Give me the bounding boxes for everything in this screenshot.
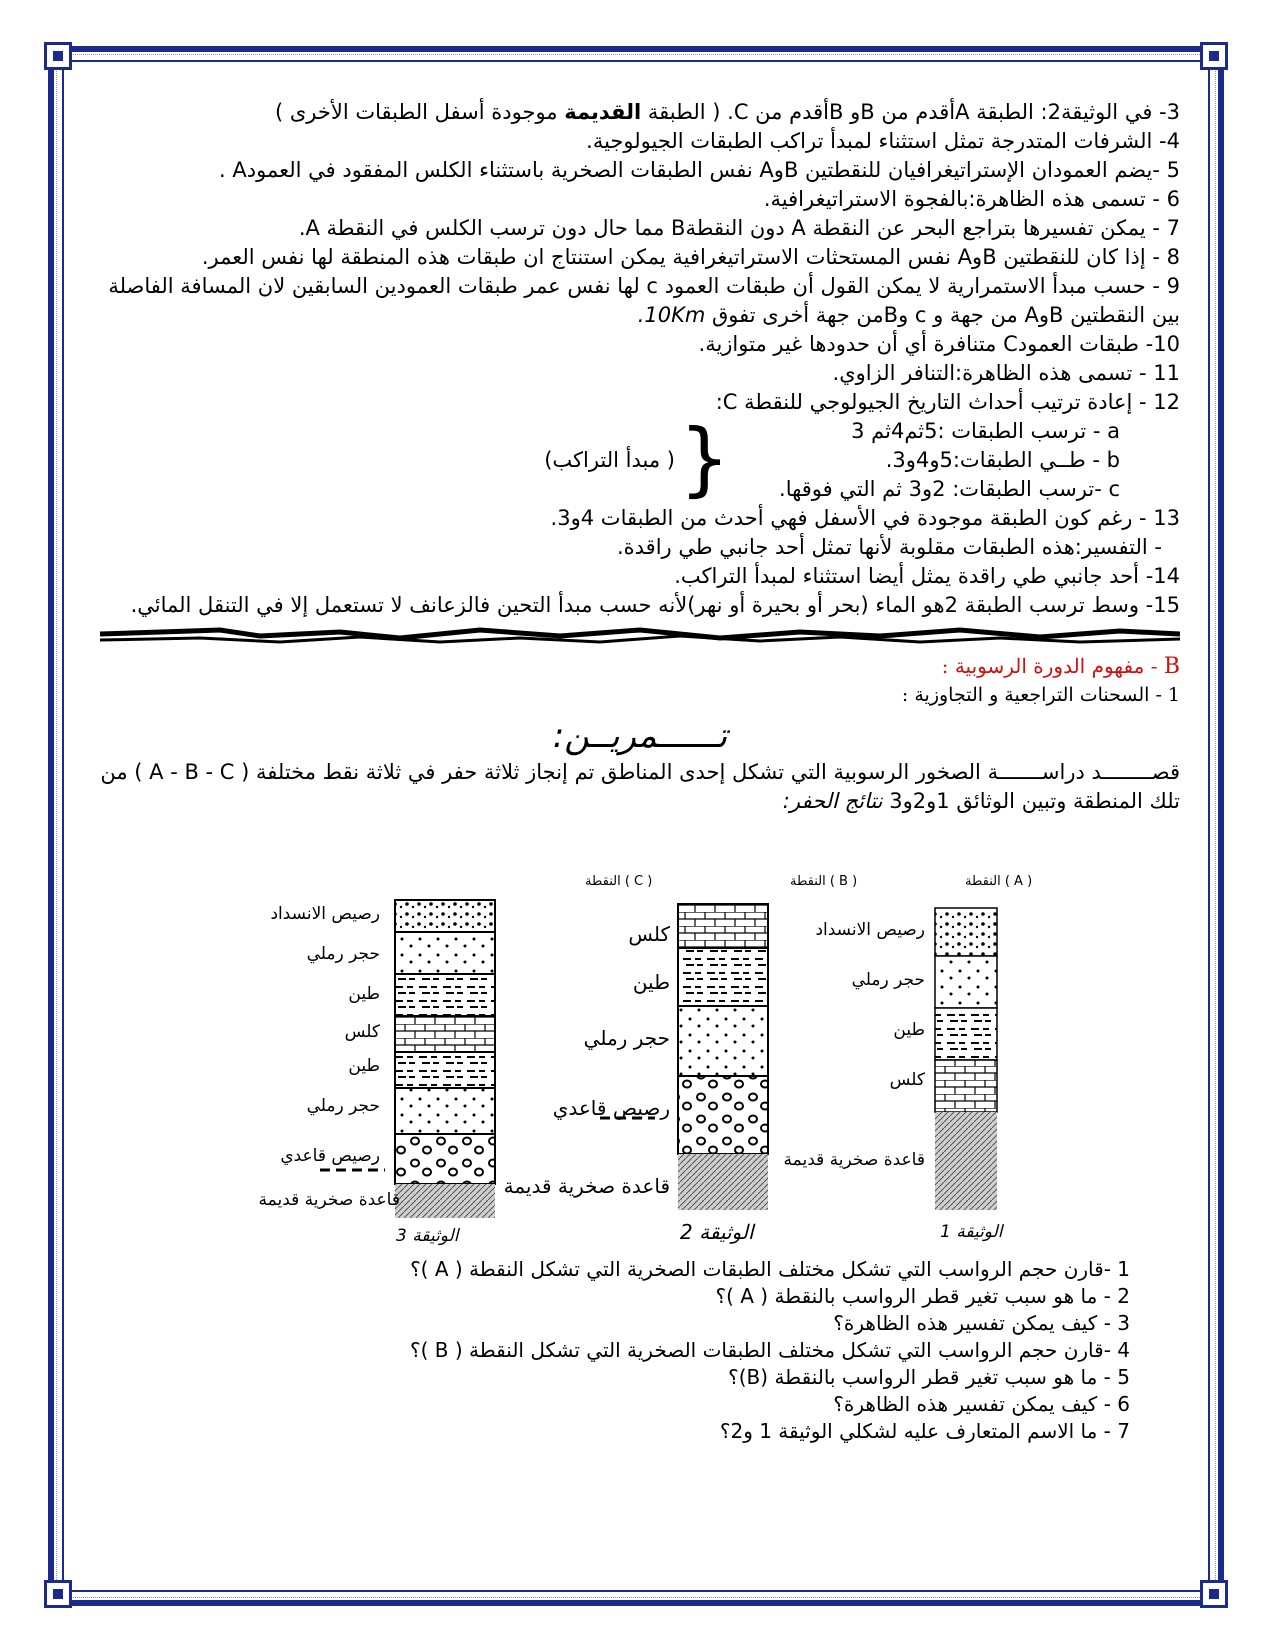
layer-sandstone (935, 956, 997, 1008)
answer-explanation: - التفسير:هذه الطبقات مقلوبة لأنها تمثل أحد جانبي طي راقدة. (616, 535, 1162, 559)
answer-line-14: 14- أحد جانبي طي راقدة يمثل أيضا استثناء لمبدأ التراكب. (674, 564, 1180, 588)
answer-text: موجودة أسفل الطبقات الأخرى ) (275, 100, 565, 124)
answer-line-12: 12 - إعادة ترتيب أحداث التاريخ الجيولوجي للنقطة C: (715, 390, 1180, 414)
layer-label: كلس (344, 1022, 380, 1042)
question-6: 6 - كيف يمكن تفسير هذه الظاهرة؟ (833, 1392, 1130, 1416)
event-c: c -ترسب الطبقات: 2و3 ثم التي فوقها. (779, 477, 1120, 501)
point-b-label: النقطة ( B ) (790, 874, 858, 889)
answer-line-13: 13 - رغم كون الطبقة موجودة في الأسفل فهي أحدث من الطبقات 4و3. (550, 506, 1180, 530)
layer-label: قاعدة صخرية قديمة (503, 1174, 670, 1198)
event-a: a - ترسب الطبقات :5ثم4ثم 3 (851, 419, 1120, 443)
curly-brace: { (679, 412, 730, 505)
frame-corner-ornament (1200, 1580, 1228, 1608)
question-7: 7 - ما الاسم المتعارف عليه لشكلي الوثيقة 1 و2؟ (719, 1419, 1130, 1443)
layer-label: طين (632, 970, 670, 994)
wavy-divider (100, 624, 1180, 646)
point-a-label: النقطة ( A ) (965, 874, 1033, 889)
layer-basal-conglomerate (395, 1134, 495, 1184)
answer-line-5: 5 -يضم العمودان الإستراتيغرافيان للنقطتين BوA نفس الطبقات الصخرية باستثناء الكلس المفقود في العمودA . (219, 158, 1180, 182)
events-list (100, 412, 1180, 505)
section-letter: B (1163, 654, 1180, 679)
layer-clay (395, 974, 495, 1016)
answer-text: 3- في الوثيقة2: الطبقة Aأقدم من Bو Bأقدم من C. ( الطبقة (641, 100, 1180, 124)
questions-list (100, 1256, 1130, 1445)
layer-label: حجر رملي (583, 1026, 670, 1050)
frame-corner-ornament (44, 1580, 72, 1608)
layer-label: حجر رملي (306, 944, 380, 964)
layer-label: طين (893, 1020, 925, 1040)
layer-clay (395, 1052, 495, 1088)
layer-old-base (678, 1154, 768, 1210)
column-doc2 (678, 904, 768, 1210)
layer-limestone (395, 1016, 495, 1052)
layer-top-scree (935, 908, 997, 956)
answers-section (100, 98, 1180, 816)
layer-label: رصيص قاعدي (280, 1146, 380, 1166)
stratigraphic-figure (200, 870, 1050, 1260)
answer-line-8: 8 - إذا كان للنقطتين BوA نفس المستحثات الاستراتيغرافية يمكن استنتاج ان طبقات هذه المنطقة لها نفس العمر. (201, 245, 1180, 269)
layer-basal-conglomerate (678, 1076, 768, 1154)
layer-old-base (395, 1184, 495, 1218)
answer-line-4: 4- الشرفات المتدرجة تمثل استثناء لمبدأ تراكب الطبقات الجيولوجية. (586, 129, 1180, 153)
exercise-intro (100, 758, 1180, 816)
layer-label: حجر رملي (851, 970, 925, 990)
layer-label: كلس (889, 1070, 925, 1090)
question-2: 2 - ما هو سبب تغير قطر الرواسب بالنقطة ( A )؟ (715, 1284, 1130, 1308)
layer-label: حجر رملي (306, 1096, 380, 1116)
layer-label: كلس (628, 922, 670, 946)
intro-italic: نتائج الحفر: (782, 789, 883, 813)
frame-corner-ornament (44, 42, 72, 70)
layer-sandstone (395, 1088, 495, 1134)
answer-line-3 (100, 98, 1180, 127)
layer-label: طين (348, 984, 380, 1004)
distance-value: 10Km. (637, 303, 706, 327)
column-doc1 (935, 908, 997, 1210)
exercise-title: تــــــمريــن: (552, 716, 728, 756)
question-5: 5 - ما هو سبب تغير قطر الرواسب بالنقطة (B)؟ (728, 1365, 1130, 1389)
doc3-caption: الوثيقة 3 (396, 1226, 459, 1246)
layer-label: طين (348, 1056, 380, 1076)
layer-label: قاعدة صخرية قديمة (783, 1150, 925, 1170)
section-title: - مفهوم الدورة الرسوبية : (941, 654, 1164, 678)
layer-sandstone (395, 932, 495, 974)
answer-line-7: 7 - يمكن تفسيرها بتراجع البحر عن النقطة A دون النقطةB مما حال دون ترسب الكلس في النقطة A. (298, 216, 1180, 240)
event-b: b - طــي الطبقات:5و4و3. (885, 448, 1120, 472)
layer-label: رصيص الانسداد (815, 920, 925, 940)
layer-label: قاعدة صخرية قديمة (258, 1190, 400, 1210)
question-3: 3 - كيف يمكن تفسير هذه الظاهرة؟ (833, 1311, 1130, 1335)
layer-label: رصيص قاعدي (552, 1096, 670, 1120)
principle-note: ( مبدأ التراكب) (544, 448, 675, 472)
layer-sandstone (678, 1006, 768, 1076)
answer-line-9 (100, 272, 1180, 330)
layer-limestone (678, 904, 768, 948)
answer-line-10: 10- طبقات العمودC متنافرة أي أن حدودها غير متوازية. (698, 332, 1180, 356)
layer-label: رصيص الانسداد (270, 904, 380, 924)
doc1-caption: الوثيقة 1 (940, 1222, 1003, 1242)
frame-corner-ornament (1200, 42, 1228, 70)
subsection-1: 1 - السحنات التراجعية و التجاوزية : (901, 684, 1180, 706)
layer-top-scree (395, 900, 495, 932)
layer-clay (935, 1008, 997, 1060)
answer-line-6: 6 - تسمى هذه الظاهرة:بالفجوة الاستراتيغرافية. (763, 187, 1180, 211)
layer-limestone (935, 1060, 997, 1112)
point-c-label: النقطة ( C ) (585, 874, 653, 889)
question-4: 4 -قارن حجم الرواسب التي تشكل مختلف الطبقات الصخرية التي تشكل النقطة ( B )؟ (410, 1338, 1130, 1362)
doc2-caption: الوثيقة 2 (680, 1220, 754, 1244)
layer-old-base (935, 1112, 997, 1210)
answer-line-15: 15- وسط ترسب الطبقة 2هو الماء (بحر أو بحيرة أو نهر)لأنه حسب مبدأ التحين فالزعانف لا تستعمل إلا في التنقل المائي. (130, 593, 1180, 617)
answer-line-11: 11 - تسمى هذه الظاهرة:التنافر الزاوي. (832, 361, 1180, 385)
answer-text: 9 - حسب مبدأ الاستمرارية لا يمكن القول أن طبقات العمود c لها نفس عمر طبقات العمودين السابقين لان المسافة الفاصلة بين النقطتين BوA من جهة و c وBمن جهة أخرى تفوق (108, 274, 1180, 327)
column-doc3 (395, 900, 495, 1218)
question-1: 1 -قارن حجم الرواسب التي تشكل مختلف الطبقات الصخرية التي تشكل النقطة ( A )؟ (410, 1257, 1130, 1281)
layer-clay (678, 948, 768, 1006)
intro-text: قصــــــــد دراســـــــة الصخور الرسوبية التي تشكل إحدى المناطق تم إنجاز ثلاثة حفر في ثلاثة نقط مختلفة ( A - B - C ) من تلك المنطقة وتبين الوثائق 1و2و3 (100, 760, 1180, 813)
bold-word: القديمة (564, 100, 642, 124)
section-b-heading (100, 652, 1180, 681)
